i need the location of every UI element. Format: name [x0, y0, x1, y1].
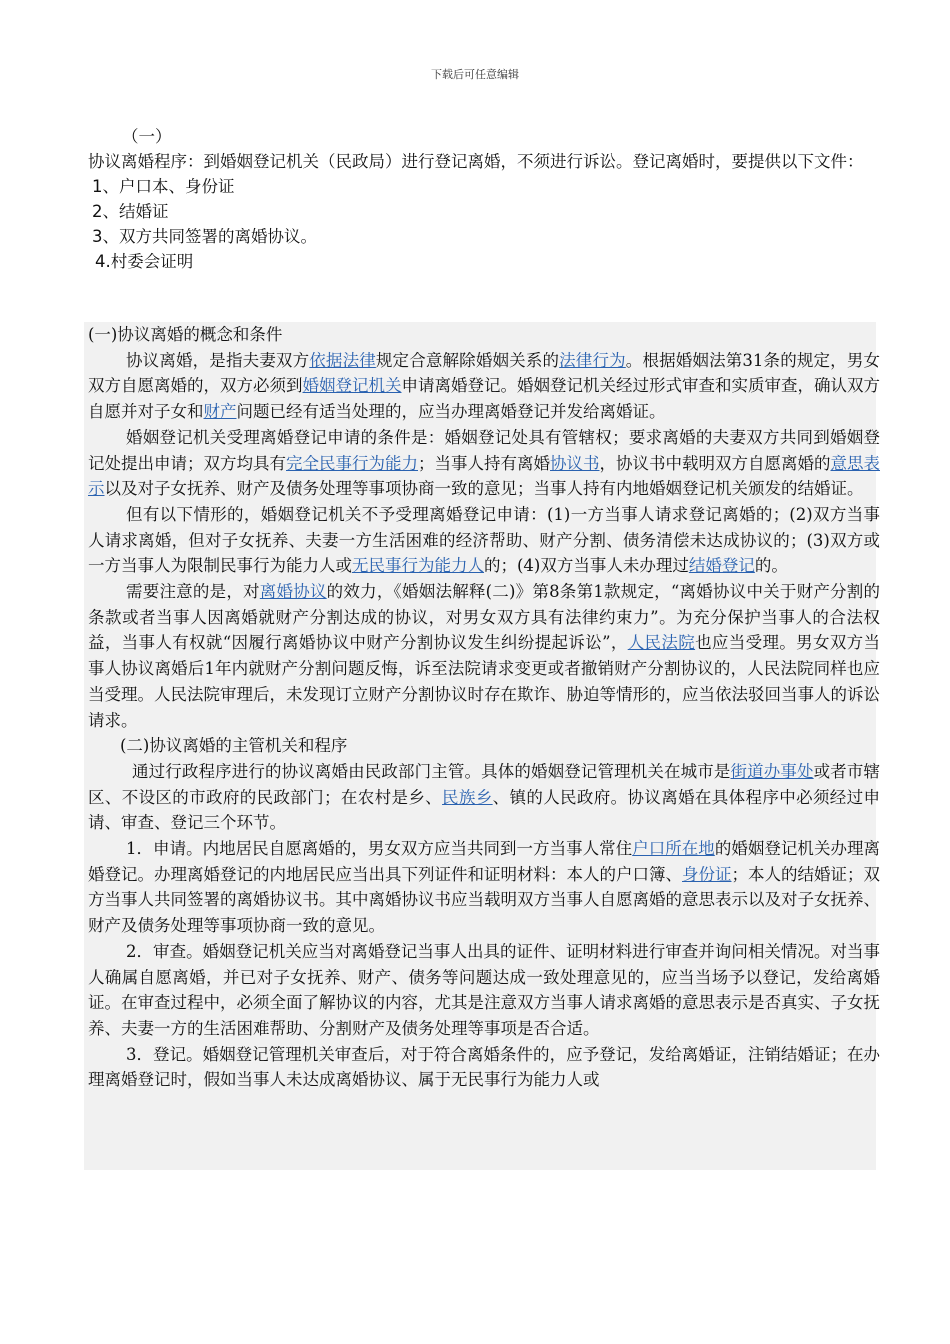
text: 婚姻登记机关受理离婚登记申请的条件是：婚姻登记处具有管辖权；要求离婚的夫妻双方共同到婚姻登记处提出申请；双方均具有 [88, 427, 880, 473]
paragraph [88, 348, 880, 425]
link[interactable]: 户口所在地 [632, 839, 715, 859]
text: 的；(4)双方当事人未办理过 [484, 556, 689, 576]
paragraph [88, 425, 880, 502]
link[interactable]: 离婚协议 [259, 582, 327, 602]
text: 1．申请。内地居民自愿离婚的，男女双方应当共同到一方当事人常住 [126, 839, 633, 859]
link[interactable]: 财产 [203, 402, 237, 422]
paragraph [88, 579, 880, 733]
text: 申请离婚登记。婚姻登记机关经过形式审查和实质审查，确认双方自愿并对子女和 [88, 376, 880, 422]
text: 以及对子女抚养、财产及债务处理等事项协商一致的意见；当事人持有内地婚姻登记机关颁发的结婚证。 [104, 479, 864, 499]
text: 但有以下情形的，婚姻登记机关不予受理离婚登记申请：(1)一方当事人请求登记离婚的；(2)双方当事人请求离婚，但对子女抚养、夫妻一方生活困难的经济帮助、财产分割、债务清偿未达成协议的；(3)双方或一方当事人为限制民事行为能力人或 [88, 504, 880, 576]
link[interactable]: 街道办事处 [730, 761, 814, 781]
link[interactable]: 依据法律 [309, 350, 376, 370]
link[interactable]: 民族乡 [442, 787, 493, 807]
section-heading: (二)协议离婚的主管机关和程序 [120, 736, 348, 756]
list-item: 2、结婚证 [92, 202, 169, 221]
text: ；当事人持有离婚 [418, 453, 550, 473]
paragraph [88, 836, 880, 939]
text: 也应当受理。男女双方当事人协议离婚后1年内就财产分割问题反悔，诉至法院请求变更或者撤销财产分割协议的，人民法院同样也应当受理。人民法院审理后，未发现订立财产分割协议时存在欺诈、胁迫等情形的，应当依法驳回当事人的诉讼请求。 [88, 633, 881, 730]
paragraph [88, 502, 880, 579]
procedure-intro: 协议离婚程序：到婚姻登记机关（民政局）进行登记离婚，不须进行诉讼。登记离婚时，要提供以下文件： [88, 152, 864, 171]
paragraph [88, 759, 880, 836]
link[interactable]: 无民事行为能力人 [352, 556, 484, 576]
paragraph: 2．审查。婚姻登记机关应当对离婚登记当事人出具的证件、证明材料进行审查并询问相关情况。对当事人确属自愿离婚，并已对子女抚养、财产、债务等问题达成一致处理意见的，应当当场予以登记，发给离婚证。在审查过程中，必须全面了解协议的内容，尤其是注意双方当事人请求离婚的意思表示是否真实、子女抚养、夫妻一方的生活困难帮助、分割财产及债务处理等事项是否合适。 [88, 941, 880, 1038]
text: 的婚姻登记机关办理离婚登记。办理离婚登记的内地居民应当出具下列证件和证明材料：本人的户口簿、 [88, 839, 881, 884]
paragraph: 3．登记。婚姻登记管理机关审查后，对于符合离婚条件的，应予登记，发给离婚证，注销结婚证；在办理离婚登记时，假如当事人未达成离婚协议、属于无民事行为能力人或 [88, 1044, 880, 1090]
link[interactable]: 婚姻登记机关 [302, 376, 402, 396]
link[interactable]: 意思表示 [88, 453, 880, 499]
article-body [88, 322, 880, 1093]
text: 需要注意的是，对 [126, 582, 260, 602]
text: 或者市辖区、不设区的市政府的民政部门；在农村是乡、 [88, 761, 880, 807]
text: 的。 [754, 556, 788, 576]
text: ，协议书中载明双方自愿离婚的 [599, 453, 831, 473]
link[interactable]: 结婚登记 [688, 556, 755, 576]
list-item: 3、双方共同签署的离婚协议。 [92, 227, 317, 246]
link[interactable]: 身份证 [682, 864, 732, 884]
link[interactable]: 法律行为 [559, 350, 626, 370]
text: 的效力，《婚姻法解释(二)》第8条第1款规定，“离婚协议中关于财产分割的条款或者当事人因离婚就财产分割达成的协议，对男女双方具有法律约束力”。为充分保护当事人的合法权益，当事人有权就“因履行离婚协议中财产分割协议发生纠纷提起诉讼”， [88, 582, 881, 653]
text: 规定合意解除婚姻关系的 [375, 350, 560, 370]
link[interactable]: 协议书 [550, 453, 600, 473]
text: 通过行政程序进行的协议离婚由民政部门主管。具体的婚姻登记管理机关在城市是 [132, 761, 731, 781]
procedure-section [88, 124, 878, 274]
text: 协议离婚，是指夫妻双方 [126, 350, 310, 370]
section-title: （一） [122, 127, 172, 146]
page-header: 下载后可任意编辑 [431, 68, 519, 81]
section-heading: (一)协议离婚的概念和条件 [88, 325, 283, 344]
link[interactable]: 完全民事行为能力 [286, 453, 418, 473]
list-item: 4.村委会证明 [95, 252, 194, 271]
text: 。根据婚姻法第31条的规定，男女双方自愿离婚的，双方必须到 [88, 350, 881, 396]
text: 、镇的人民政府。协议离婚在具体程序中必须经过申请、审查、登记三个环节。 [88, 787, 881, 833]
link[interactable]: 人民法院 [627, 633, 696, 653]
text: ；本人的结婚证；双方当事人共同签署的离婚协议书。其中离婚协议书应当载明双方当事人自愿离婚的意思表示以及对子女抚养、财产及债务处理等事项协商一致的意见。 [88, 864, 880, 936]
list-item: 1、户口本、身份证 [92, 177, 235, 196]
text: 问题已经有适当处理的，应当办理离婚登记并发给离婚证。 [236, 402, 666, 422]
